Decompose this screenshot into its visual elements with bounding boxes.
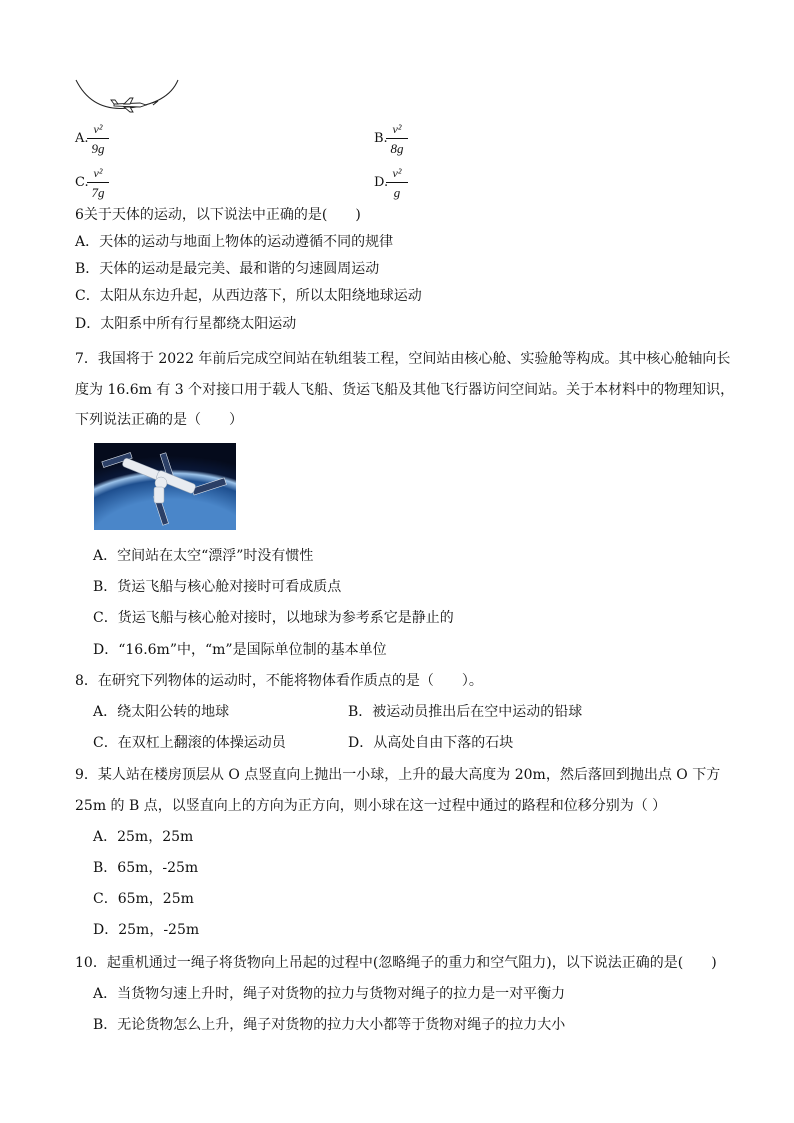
q9-option-d[interactable]: D．25m，-25m [93,922,200,938]
option-label: B. [374,131,388,146]
fraction-numerator: v² [392,166,402,180]
q8-option-c[interactable]: C．在双杠上翻滚的体操运动员 [93,735,286,751]
q8-option-d[interactable]: D．从高处自由下落的石块 [348,735,514,751]
q7-stem-line-3: 下列说法正确的是（ ） [75,412,243,428]
q7-stem-line-2: 度为 16.6m 有 3 个对接口用于载人飞船、货运飞船及其他飞行器访问空间站。关于本材料中的物理知识， [75,382,735,398]
q6-option-b[interactable]: B．天体的运动是最完美、最和谐的匀速圆周运动 [75,261,380,277]
q8-option-a[interactable]: A．绕太阳公转的地球 [93,704,230,720]
q6-option-d[interactable]: D．太阳系中所有行星都绕太阳运动 [75,316,297,332]
q7-option-a[interactable]: A．空间站在太空“漂浮”时没有惯性 [93,548,314,564]
q9-option-c[interactable]: C．65m，25m [93,891,194,907]
fraction-denominator: 9g [91,141,105,156]
q10-option-b[interactable]: B．无论货物怎么上升，绳子对货物的拉力大小都等于货物对绳子的拉力大小 [93,1017,566,1033]
q9-option-a[interactable]: A．25m，25m [93,829,194,845]
q9-stem-line-1: 9．某人站在楼房顶层从 O 点竖直向上抛出一小球，上升的最大高度为 20m，然后落回到抛出点 O 下方 [75,767,721,783]
q7-stem-line-1: 7．我国将于 2022 年前后完成空间站在轨组装工程，空间站由核心舱、实验舱等构成。其中核心舱轴向长 [75,351,731,367]
option-label: A. [75,131,89,146]
q6-option-c[interactable]: C．太阳从东边升起，从西边落下，所以太阳绕地球运动 [75,288,422,304]
fraction-denominator: 7g [91,185,105,200]
q7-option-b[interactable]: B．货运飞船与核心舱对接时可看成质点 [93,579,342,595]
q8-option-b[interactable]: B．被运动员推出后在空中运动的铅球 [348,704,583,720]
q10-stem: 10．起重机通过一绳子将货物向上吊起的过程中(忽略绳子的重力和空气阻力)，以下说法正确的是( ) [75,955,717,971]
q10-option-a[interactable]: A．当货物匀速上升时，绳子对货物的拉力与货物对绳子的拉力是一对平衡力 [93,986,566,1002]
option-label: D. [374,175,389,190]
q9-stem-line-2: 25m 的 B 点，以竖直向上的方向为正方向，则小球在这一过程中通过的路程和位移分别为（ ） [75,798,667,814]
airplane-loop-figure [72,76,184,116]
q7-option-d[interactable]: D．“16.6m”中，“m”是国际单位制的基本单位 [93,642,387,658]
fraction-numerator: v² [392,122,402,136]
q8-stem: 8．在研究下列物体的运动时，不能将物体看作质点的是（ ）。 [75,673,483,689]
q6-option-a[interactable]: A．天体的运动与地面上物体的运动遵循不同的规律 [75,234,394,250]
fraction-numerator: v² [93,166,103,180]
space-station-photo [94,443,236,530]
q6-stem: 6关于天体的运动，以下说法中正确的是( ) [75,207,361,223]
q9-option-b[interactable]: B．65m，-25m [93,860,199,876]
option-label: C. [75,175,89,190]
fraction-denominator: 8g [390,141,404,156]
q7-option-c[interactable]: C．货运飞船与核心舱对接时，以地球为参考系它是静止的 [93,610,454,626]
fraction-denominator: g [393,185,401,200]
airplane-icon [111,98,146,112]
fraction-numerator: v² [93,122,103,136]
